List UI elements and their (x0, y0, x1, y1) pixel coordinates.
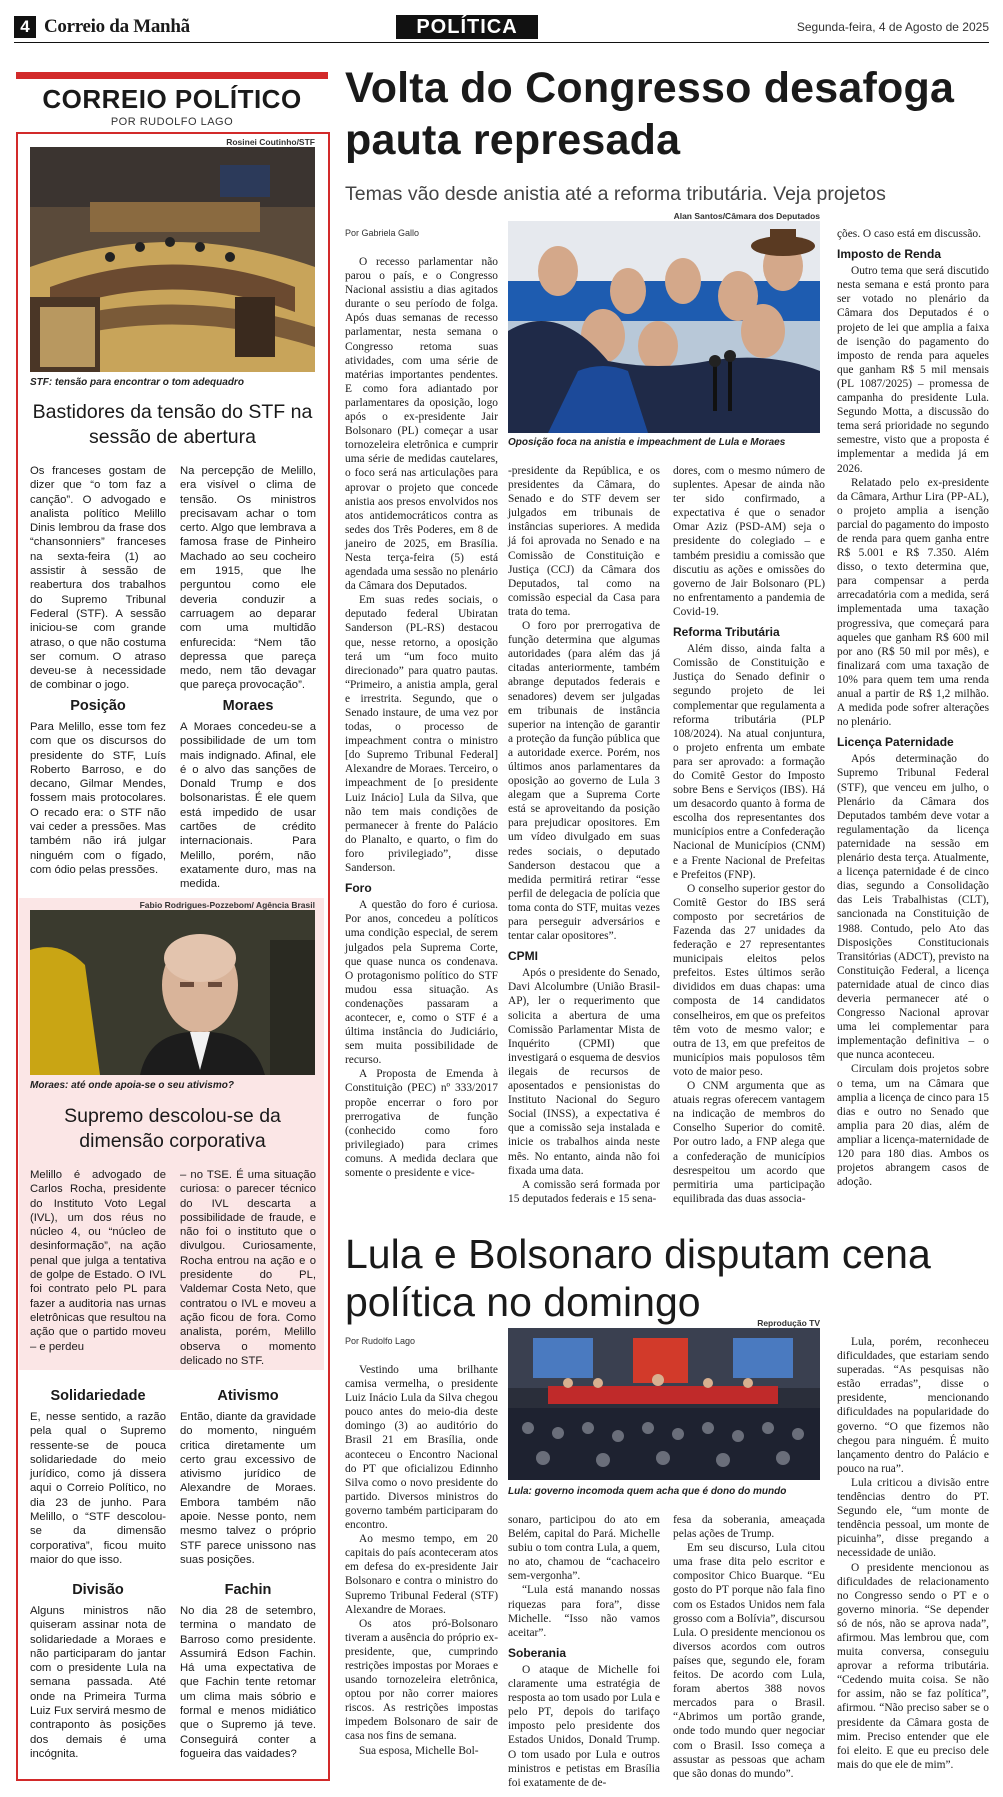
article1-photo-caption: Oposição foca na anistia e impeachment de Lula e Moraes (508, 437, 786, 448)
photo1-credit: Rosinei Coutinho/STF (226, 137, 315, 147)
article1-byline: Por Gabriela Gallo (345, 228, 420, 238)
paragraph: sonaro, participou do ato em Belém, capital do Pará. Michelle subiu o tom contra Lula, a quem, no ato, chamou de “cachaceiro sem-vergonha”. (508, 1514, 660, 1583)
story2-col1: Melillo é advogado de Carlos Rocha, presidente do Instituto Voto Legal (IVL), um dos réus no núcleo 4, ou “núcleo de desinformação”, na ação penal que julga a tentativa de golpe de Estado. O IVL foi contrato pelo PL para fazer a auditoria nas urnas eletrônicas que resultou na ação que o partido moveu – e perdeu (30, 1169, 166, 1353)
subhead-imposto-de-renda: Imposto de Renda (837, 247, 942, 262)
photo2-caption: Moraes: até onde apoia-se o seu ativismo? (30, 1080, 234, 1091)
article2-byline: Por Rudolfo Lago (345, 1336, 416, 1346)
paragraph: ções. O caso está em discussão. (837, 228, 981, 240)
column-red-topbar (16, 72, 328, 79)
stf-plenary-photo (30, 147, 315, 372)
article2-col3 (673, 1513, 825, 1781)
article2-photo-caption: Lula: governo incomoda quem acha que é dono do mundo (508, 1486, 787, 1497)
article1-col3 (673, 464, 825, 1206)
paragraph: dores, com o mesmo número de suplentes. Apesar de ainda não ter sido confirmado, a expectativa é que o senador Omar Aziz (PSD-AM) seja o presidente do colegiado – e também presidiu a comissão que discutiu as ações e omissões do governo de Jair Bolsonaro (PL) no enfrentamento a pandemia de Covid-19. (673, 465, 825, 618)
subhead-soberania: Soberania (508, 1645, 567, 1660)
paragraph: Vestindo uma brilhante camisa vermelha, o presidente Luiz Inácio Lula da Silva chegou pouco antes do meio-dia deste domingo (3) ao auditório do Brasil 21 em Brasília, onde aconteceu o Encontro Nacional do PT que oficializou Edinnho Silva como o novo presidente do partido. Diversos ministros do governo também participaram do encontro. (345, 1364, 498, 1532)
paragraph: O recesso parlamentar não parou o país, e o Congresso Nacional assistiu a dias agitados durante o seu período de folga. Após duas semanas de recesso parlamentar, nesta semana o Congresso retoma suas atividades, com uma série de matérias importantes pendentes. E como fora adiantado por parlamentares da oposição, logo após o ex-presidente Jair Bolsonaro (PL) começar a usar tornozeleira eletrônica e cumprir uma série de medidas cautelares, o foco será nas articulações para aprovar o projeto que concede anistia aos presos envolvidos nos atos antidemocráticos contra as sedes dos Três Poderes, em 8 de janeiro de 2025, em Brasília. Nesta terça-feira (5) está agendada uma sessão no plenário da Câmara dos Deputados. (345, 256, 498, 593)
paragraph: O foro por prerrogativa de função determina que algumas autoridades (para além das já citadas anteriormente, também abrange deputados federais e senadores) devem ser julgadas em tribunais de instância superior na intenção de garantir a proteção da função pública que a autoridade exerce. Porém, nos últimos anos parlamentares da oposição ao governo de Lula 3 alegam que a Suprema Corte está se aproveitando da posição para prejudicar opositores. Em um vídeo divulgado em suas redes sociais, o deputado Sanderson destacou que a medida permitirá retirar “esse perfil de delegacia de polícia que toma conta do STF, muitas vezes para perseguir adversários e tentar calar opositores”. (508, 620, 660, 943)
opposition-group-photo (508, 221, 820, 433)
newspaper-name: Correio da Manhã (44, 16, 190, 37)
subhead-ativismo: Ativismo (217, 1388, 279, 1404)
paragraph: O ataque de Michelle foi claramente uma estratégia de resposta ao tom usado por Lula e pelo PT, depois do tarifaço imposto pelo presidente dos Estados Unidos, Donald Trump. O tom usado por Lula e outros ministros e petistas em Brasília foi exatamente de de- (508, 1663, 660, 1789)
article2-headline: Lula e Bolsonaro disputam cena política no domingo (345, 1231, 931, 1325)
page-date: Segunda-feira, 4 de Agosto de 2025 (796, 20, 989, 34)
story1-col1: Os franceses gostam de dizer que “o tom faz a canção”. O advogado e analista político Melillo Dinis lembrou da frase dos “chansonniers” franceses na sexta-feira (1) ao assistir à sessão de reabertura dos trabalhos do Supremo Tribunal Federal (STF). A sessão iniciou-se com grande atraso, o que não costuma ser comum. O atraso deveu-se à necessidade de combinar o jogo. (30, 465, 166, 692)
photo2-credit: Fabio Rodrigues-Pozzebom/ Agência Brasil (139, 900, 315, 910)
moraes-photo (30, 910, 315, 1075)
article1-subhead: Temas vão desde anistia até a reforma tributária. Veja projetos (345, 183, 886, 205)
article1-col2 (508, 464, 660, 1206)
subhead-licenca-paternidade: Licença Paternidade (837, 735, 954, 750)
paragraph: Os atos pró-Bolsonaro tiveram a ausência do próprio ex-presidente, que, cumprindo restrições impostas por Moraes e usando tornozeleira eletrônica, optou por não correr maiores riscos. As restrições impostas impedem Bolsonaro de sair de casa nos fins de semana. (345, 1617, 498, 1743)
photo1-caption: STF: tensão para encontrar o tom adequadro (30, 377, 244, 388)
paragraph: fesa da soberania, ameaçada pelas ações de Trump. (673, 1514, 825, 1541)
page-header (14, 14, 989, 43)
article2-photo-credit: Reprodução TV (757, 1318, 820, 1328)
section-label: POLÍTICA (396, 15, 538, 39)
divisao-text: Alguns ministros não quiseram assinar nota de solidariedade a Moraes e não participaram do jantar com o presidente Lula na semana passada. Até onde na Primeira Turma Luiz Fux servirá mesmo de contraponto às posições dos demais é uma incógnita. (30, 1605, 166, 1760)
solidariedade-text: E, nesse sentido, a razão pela qual o Supremo ressente-se de pouca solidariedade do meio jurídico, como já dissera aqui o Correio Político, no dia 23 de junho. Para Melillo, o “STF descolou-se da dimensão corporativa”, ficou muito maior do que isso. (30, 1411, 166, 1566)
story2-title: Supremo descolou-se da dimensão corporativa (64, 1105, 281, 1152)
subhead-cpmi: CPMI (508, 949, 538, 964)
paragraph: Sua esposa, Michelle Bol- (359, 1744, 479, 1757)
article2-col2 (508, 1513, 660, 1790)
page-number: 4 (14, 16, 36, 38)
paragraph: A questão do foro é curiosa. Por anos, concedeu a políticos uma condição especial, de serem julgados pela Suprema Corte, que quase nunca os condenava. O protagonismo político do STF mudou essa situação. As condenações passaram a acontecer, e, como o STF é a última instância do Judiciário, sem muita possibilidade de recurso. (345, 899, 498, 1067)
article1-headline: Volta do Congresso desafoga pauta represada (345, 64, 955, 164)
moraes-text: A Moraes concedeu-se a possibilidade de um tom mais indignado. Afinal, ele é o alvo das sanções de Donald Trump e dos bolsonaristas. É ele quem está impedido de usar cartões de crédito internacionais. Para Melillo, porém, não exatamente duro, mas na medida. (180, 721, 316, 891)
story1-col2: Na percepção de Melillo, era visível o clima de tensão. Os ministros precisavam achar o tom certo. Algo que lembrava a famosa frase de Pinheiro Machado ao seu cocheiro em 1915, que lhe perguntou como ele deveria conduzir a carruagem ao deparar com uma multidão enfurecida: “Nem tão depressa que pareça medo, nem tão devagar que pareça provocação”. (180, 465, 316, 692)
subhead-posicao: Posição (70, 698, 126, 714)
paragraph: Circulam dois projetos sobre o tema, um na Câmara que amplia a licença de cinco para 15 dias e outro no Senado que amplia para 20 dias, além de ampliar a licença-maternidade de 120 para 180 dias. Ambos os projetos abrangem casos de adoção. (837, 1063, 989, 1189)
posicao-text: Para Melillo, esse tom fez com que os discursos do presidente do STF, Luís Roberto Barroso, e do decano, Gilmar Mendes, fossem mais protocolares. O recado era: o STF não vai ceder a pressões. Mas também não irá julgar ninguém com o fígado, com ódio pelas pressões. (30, 721, 166, 876)
paragraph: A comissão será formada por 15 deputados federais e 15 sena- (508, 1178, 660, 1205)
article1-col4 (837, 227, 989, 1189)
paragraph: Lula, porém, reconheceu dificuldades, que estariam sendo superadas. “As pesquisas não estão erradas”, disse o presidente, mencionando dificuldades na popularidade do governo. “O que fizemos não chegou para ninguém. É muito lançamento dentro do Palácio e pouco na rua”. (837, 1336, 989, 1475)
subhead-moraes: Moraes (222, 698, 274, 714)
article1-photo-credit: Alan Santos/Câmara dos Deputados (673, 211, 820, 221)
column-title: CORREIO POLÍTICO (42, 84, 302, 114)
subhead-foro: Foro (345, 881, 372, 896)
column-author: POR RUDOLFO LAGO (110, 116, 234, 128)
paragraph: A Proposta de Emenda à Constituição (PEC) nº 333/2017 propõe encerrar o foro por prerrogativa de função (conhecido como foro privilegiado) para crimes comuns. A medida declara que somente o presidente e vice- (345, 1068, 498, 1179)
paragraph: -presidente da República, e os presidentes da Câmara, do Senado e do STF devem ser julgados em tribunais de instâncias superiores. A medida já foi aprovada no Senado e na Comissão de Constituição e Justiça (CCJ) da Câmara dos Deputados, tal como na comissão especial da Casa para trata do tema. (508, 465, 660, 618)
pt-event-photo (508, 1328, 820, 1480)
subhead-fachin: Fachin (224, 1582, 272, 1598)
article2-col1 (345, 1363, 498, 1758)
story1-title: Bastidores da tensão do STF na sessão de abertura (32, 401, 313, 448)
story2-col2: – no TSE. É uma situação curiosa: o parecer técnico do IVL descarta a possibilidade de fraude, e não foi o instituto que o divulgou. Curiosamente, Rocha entrou na ação e o presidente do PL, Valdemar Costa Neto, que contratou o IVL e moveu a ação ficou de fora. Como analista, porém, Melillo observa o momento delicado no STF. (180, 1169, 316, 1367)
article1-col1 (345, 255, 498, 1180)
paragraph: Além disso, ainda falta a Comissão de Constituição e Justiça do Senado definir o segundo projeto de lei complementar que regulamenta a reforma tributária (PLP 108/2024). Na atual conjuntura, o projeto enfrenta um embate para ser aprovado: a formação do Comitê Gestor do Imposto sobre Bens e Serviços (IBS). Há um desacordo quanto à forma de escolha dos representantes dos municípios entre a Confederação Nacional de Municípios (CNM) e a Frente Nacional de Prefeitas e Prefeitos (FNP). (673, 643, 825, 881)
paragraph: Após determinação do Supremo Tribunal Federal (STF), que venceu em julho, o Plenário da Câmara dos Deputados também deve votar a regulamentação da licença paternidade na sessão em plenário desta terça. Atualmente, a licença paternidade é de cinco dias, segundo a Consolidação das Leis Trabalhistas (CLT), sancionada na Constituição de 1988. Contudo, pelo Ato das Disposições Constitucionais Transitórias (ADCT), previsto na Constituição Federal, a licença paternidade atual de cinco dias deveria permanecer até o Congresso Nacional aprovar uma lei complementar para implementação definitiva – o que nunca aconteceu. (837, 753, 989, 1062)
paragraph: O CNM argumenta que as atuais regras oferecem vantagem na indicação de membros do Conselho Superior do comitê. Por outro lado, a FNP alega que a confederação de municípios desrespeitou um acordo que permitiria uma participação equilibrada das duas associa- (673, 1080, 825, 1205)
paragraph: Outro tema que será discutido nesta semana e está pronto para ser votado no plenário da Câmara dos Deputados é o projeto de lei que amplia a faixa de isenção do pagamento do imposto de renda para aqueles que ganham R$ 5 mil mensais (PL 1087/2025) – promessa de campanha do presidente Lula. Segundo Motta, a discussão do tema será prioridade no segundo semestre, visto que a proposta é implementar a medida já em 2026. (837, 265, 989, 475)
subhead-reforma-tributaria: Reforma Tributária (673, 625, 780, 640)
paragraph: Após o presidente do Senado, Davi Alcolumbre (União Brasil-AP), ler o requerimento que solicita a abertura de uma Comissão Parlamentar Mista de Inquérito (CPMI) que investigará o esquema de desvios ilegais de recursos de aposentados e pensionistas do Instituto Nacional do Seguro Social (INSS), a expectativa é que a comissão seja instalada e inicie os trabalhos ainda neste mês. No entanto, ainda não foi fixada uma data. (508, 967, 660, 1177)
subhead-divisao: Divisão (72, 1582, 124, 1598)
paragraph: Lula criticou a divisão entre tendências dentro do PT. Segundo ele, “um monte de tendência pessoal, um monte de picuinha”, disse pregando a necessidade de união. (837, 1476, 989, 1560)
paragraph: Relatado pelo ex-presidente da Câmara, Arthur Lira (PP-AL), o projeto amplia a isenção parcial do pagamento do imposto de renda para quem ganha entre R$ 5.001 e R$ 7.350. Além disso, o texto determina que, para compensar a perda arrecadatória com a medida, será implementada uma taxação progressiva, que começará para aqueles que ganham R$ 600 mil por ano (R$ 50 mil por mês), e finalizará com uma taxação de 10% para quem tem uma renda anual a partir de R$ 1,2 milhão. A medida pode sofrer alterações no plenário. (837, 476, 989, 729)
article2-col4 (837, 1335, 989, 1772)
paragraph: Em seu discurso, Lula citou uma frase dita pelo escritor e compositor Chico Buarque. “Eu gosto do PT porque não fala fino com os Estados Unidos nem fala grosso com a Bolívia”, discursou Lula. O presidente mencionou os diversos acordos com outros países que, segundo ele, foram feitos. De acordo com Lula, foram abertos 388 novos mercados para o Brasil. “Abrimos um portão grande, onde todo mundo quer negociar com o Brasil. Isso começa a assustar as pessoas que acham que são donas do mundo”. (673, 1542, 825, 1780)
paragraph: “Lula está manando nossas riquezas para fora”, disse Michelle. “Isso não vamos aceitar”. (508, 1584, 660, 1639)
ativismo-text: Então, diante da gravidade do momento, ninguém critica diretamente um certo grau excessivo de ativismo jurídico de Alexandre de Moraes. Embora também não apoie. Nesse ponto, nem mesmo talvez o próprio STF parece unissono nas suas posições. (180, 1411, 316, 1566)
fachin-text: No dia 28 de setembro, termina o mandato de Barroso como presidente. Assumirá Edson Fachin. Há uma expectativa de que Fachin tente retomar um clima mais sóbrio e formal e menos midiático que o Supremo já teve. Conseguirá conter a fogueira das vaidades? (180, 1605, 316, 1760)
paragraph: O presidente mencionou as dificuldades de relacionamento no Congresso sendo o PT e o governo minoria. “Se depender só de nós, não se aprova nada”, afirmou. Mas lembrou que, com muita conversa, conseguiu aprovar a reforma tributária. “Cedendo muita coisa. Se não for assim, não se faz política”, afirmou. “Não preciso saber se o presidente da Câmara gosta de mim. Preciso entender que ele foi eleito. E que eu preciso dele mais do que ele de mim”. (837, 1561, 989, 1771)
paragraph: Em suas redes sociais, o deputado federal Ubiratan Sanderson (PL-RS) destacou que, nesse retorno, a oposição terá um “um foco muito direcionado” para quatro pautas. “Primeiro, a anistia ampla, geral e irrestrita. Segundo, que o Senado instaure, de uma vez por todas, o processo de impeachment contra o ministro [do Supremo Tribunal Federal] Alexandre de Moraes. Terceiro, o impeachment de [o presidente Luiz Inácio] Lula da Silva, que não tem mais condições de permanecer à frente do Palácio do Planalto, e quarto, o fim do foro privilegiado”, disse Sanderson. (345, 594, 498, 875)
subhead-solidariedade: Solidariedade (50, 1388, 146, 1404)
paragraph: Ao mesmo tempo, em 20 capitais do país aconteceram atos em defesa do ex-presidente Jair Bolsonaro e contra o ministro do Supremo Tribunal Federal (STF) Alexandre de Moraes. (345, 1533, 498, 1616)
paragraph: O conselho superior gestor do Comitê Gestor do IBS será composto por secretários de Fazenda das 27 unidades da federação e 27 representantes municipais eleitos pelos prefeitos. Estes últimos serão divididos em duas chapas: uma composta de 14 candidatos conselheiros, em que os prefeitos têm voto de mesmo valor; e outra de 13, em que prefeitos de municípios mais populosos têm voto de maior peso. (673, 882, 825, 1078)
